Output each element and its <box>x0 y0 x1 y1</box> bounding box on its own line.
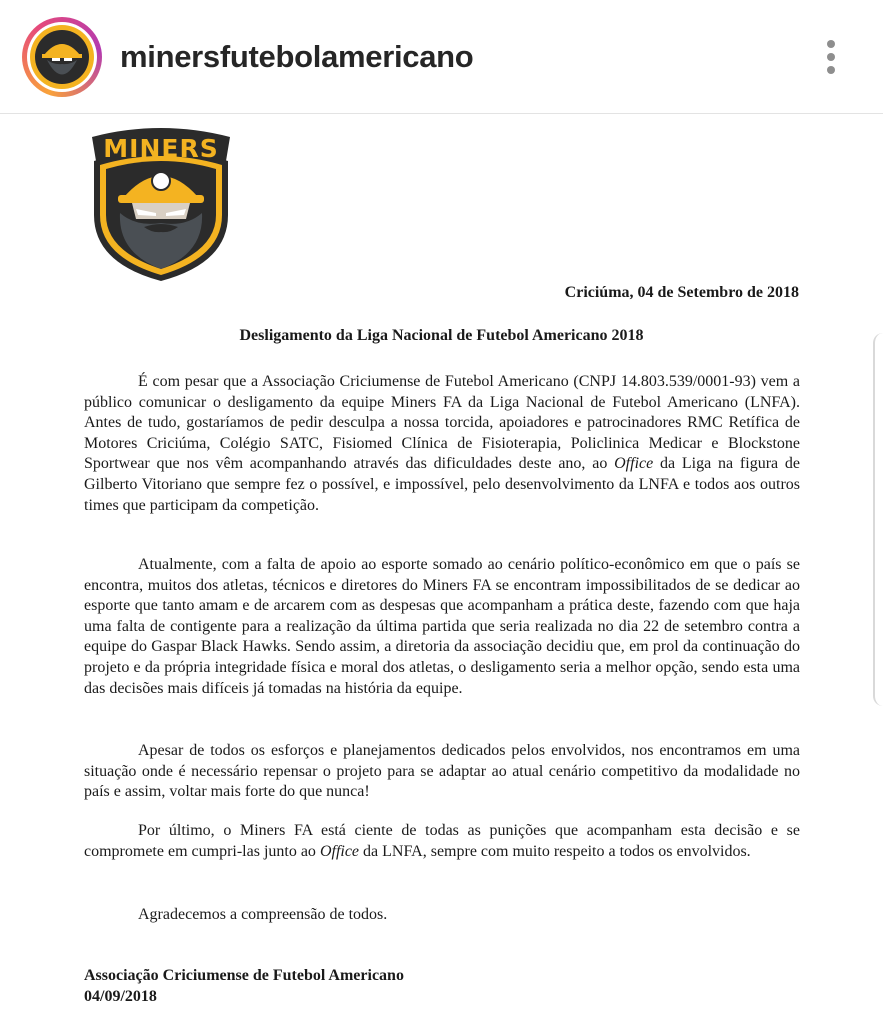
svg-text:MINERS: MINERS <box>103 134 219 163</box>
letter-title: Desligamento da Liga Nacional de Futebol Americano 2018 <box>239 327 644 344</box>
avatar[interactable] <box>22 17 102 97</box>
scrollbar[interactable] <box>873 333 883 706</box>
signature-date: 04/09/2018 <box>84 987 157 1005</box>
letter-signature <box>84 966 404 1007</box>
letter-paragraph-2: Atualmente, com a falta de apoio ao esporte somado ao cenário político-econômico em que o país se encontra, muitos dos atletas, técnicos e diretores do Miners FA se encontram impossibilitados de se dedicar ao esporte que tanto amam e de arcarem com as despesas que acompanham a prática deste, fazendo com que haja uma falta de contigente para a realização da última partida que seria realizada no dia 22 de setembro contra a equipe do Gaspar Black Hawks. Sendo assim, a diretoria da associação decidiu que, em prol da continuação do projeto e da própria integridade física e moral dos atletas, o desligamento seria a melhor opção, sendo esta uma das decisões mais difíceis já tomadas na história da equipe. <box>84 556 800 697</box>
more-vertical-icon[interactable] <box>821 40 841 76</box>
post-image <box>0 115 883 1024</box>
letter-paragraph-5: Agradecemos a compreensão de todos. <box>138 906 388 923</box>
post-header <box>0 0 883 114</box>
letter-date: Criciúma, 04 de Setembro de 2018 <box>564 284 799 301</box>
letter-paragraph-1: É com pesar que a Associação Criciumense de Futebol Americano (CNPJ 14.803.539/0001-93) vem a público comunicar o desligamento da equipe Miners FA da Liga Nacional de Futebol Americano (LNFA). Antes de tudo, gostaríamos de pedir desculpa a nossa torcida, apoiadores e patrocinadores RMC Retífica de Motores Criciúma, Colégio SATC, Fisiomed Clínica de Fisioterapia, Policlinica Medicar e Blockstone Sportwear que nos vêm acompanhando através das dificuldades deste ano, ao Office da Liga na figura de Gilberto Vitoriano que sempre fez o possível, e impossível, pelo desenvolvimento da LNFA e todos aos outros times que participam da competição. <box>84 373 801 514</box>
signature-organization: Associação Criciumense de Futebol Americano <box>84 967 404 984</box>
letter-paragraph-4: Por último, o Miners FA está ciente de todas as punições que acompanham esta decisão e se compromete em cumpri-las junto ao Office da LNFA, sempre com muito respeito a todos os envolvidos. <box>84 822 800 860</box>
miners-shield-logo <box>86 123 236 283</box>
letter-paragraph-3: Apesar de todos os esforços e planejamentos dedicados pelos envolvidos, nos encontramos em uma situação onde é necessário repensar o projeto para se adaptar ao atual cenário competitivo da modalidade no país e assim, voltar mais forte do que nunca! <box>84 742 800 801</box>
miners-logo-icon <box>30 25 94 89</box>
username[interactable]: minersfutebolamericano <box>120 39 474 74</box>
